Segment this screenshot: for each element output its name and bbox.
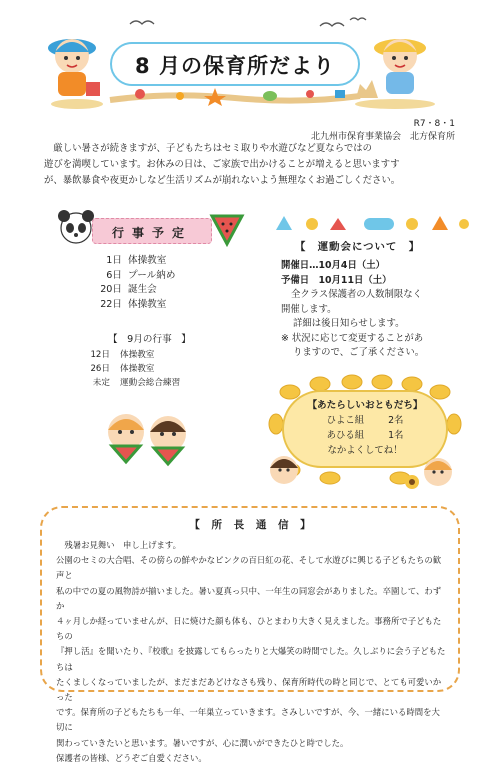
event-name: 運動会総合練習 <box>120 378 181 388</box>
director-message-line: 保護者の皆様、どうぞご自愛ください。 <box>56 752 207 763</box>
page-title: 8 月の保育所だより <box>135 54 335 78</box>
event-name: 体操教室 <box>128 298 167 310</box>
intro-paragraph <box>44 141 464 189</box>
list-item <box>78 376 180 390</box>
event-day: 6日 <box>106 269 122 281</box>
sports-day-body-line: 開催します。 <box>281 303 337 315</box>
sports-day-note-line: りますので、ご了承ください。 <box>293 347 425 358</box>
kids-eating-watermelon-illustration <box>98 404 198 470</box>
director-message-box <box>40 506 460 763</box>
event-day: 26日 <box>90 364 110 374</box>
class-name: ひよこ組 <box>326 415 365 426</box>
director-message-body <box>56 538 448 766</box>
august-events-list <box>86 254 176 312</box>
director-message-line: たくましくなっていましたが、まだまだあどけなさも残り、保育所時代の時と同じで、とても可愛いかった <box>56 676 442 703</box>
event-name: 誕生会 <box>128 284 157 295</box>
event-name: 体操教室 <box>128 255 167 266</box>
event-day: 未定 <box>92 378 110 388</box>
director-message-title: 【 所 長 通 信 】 <box>189 519 315 531</box>
intro-line: 厳しい暑さが続きますが、子どもたちはセミ取りや水遊びなど夏ならではの <box>44 143 373 154</box>
issue-date: R7・8・1 <box>413 119 455 129</box>
sports-day-body-line: 全クラス保護者の人数制限なく <box>291 289 422 300</box>
list-item <box>86 254 176 269</box>
sports-day-date: 開催日…10月4日（土） <box>281 260 385 271</box>
new-friends-closing: なかよくしてね！ <box>327 445 403 456</box>
event-day: 1日 <box>106 255 122 266</box>
sports-day-heading: 【 運動会について 】 <box>295 241 421 253</box>
event-name: 体操教室 <box>120 364 155 374</box>
new-friends-heading: 【あたらしいおともだち】 <box>307 400 423 411</box>
event-name: 体操教室 <box>120 350 155 360</box>
september-events-list <box>78 348 180 390</box>
list-item <box>78 348 180 362</box>
events-title-box <box>92 218 212 244</box>
kids-with-sunflowers-illustration <box>262 446 462 496</box>
director-message-line: 『押し活』を聞いたり、『校歌』を披露してもらったりと大爆笑の時間でした。久しぶりに会う子どもたちは <box>56 646 446 672</box>
header-banner <box>50 14 420 104</box>
beach-critters-decoration <box>110 82 360 106</box>
intro-line: が、暴飲暴食や夜更かしなど生活リズムが崩れないよう無理なくお過ごしください。 <box>44 175 401 186</box>
event-name: プール納め <box>128 269 176 281</box>
director-message-line: 残暑お見舞い 申し上げます。 <box>56 540 181 550</box>
list-item <box>270 428 460 443</box>
seagull-icons <box>120 14 370 36</box>
director-message-line: 私の中での夏の風物詩が揃いました。暑い夏真っ只中、一年生の同窓会がありました。卒園して、わずか <box>56 585 442 611</box>
list-item <box>270 413 460 428</box>
september-events-heading: 【 9月の行事 】 <box>108 334 191 345</box>
director-message-line: 関わっていきたいと思います。暑いですが、心に潤いができたひと時でした。 <box>56 737 349 748</box>
director-message-line: ４ヶ月しか経っていませんが、日に焼けた顔も体も、ひとまわり大きく見えました。事務所で子どもたちの <box>56 616 442 642</box>
list-item <box>78 362 180 376</box>
event-day: 12日 <box>90 350 110 360</box>
new-child-count: 1名 <box>388 430 404 441</box>
organization-name: 北九州市保育事業協会 北方保育所 <box>310 132 455 142</box>
list-item <box>86 283 176 298</box>
event-day: 20日 <box>100 284 122 295</box>
child-with-bucket-illustration <box>42 28 112 112</box>
child-with-sandcastle-illustration <box>350 28 440 112</box>
director-message-line: 公園のセミの大合唱、その傍らの鮮やかなピンクの百日紅の花、そして水遊びに興じる子どもたちの歓声と <box>56 555 442 581</box>
intro-line: 遊びを満喫しています。お休みの日は、ご家族で出かけることが増えると思いますす <box>44 159 400 170</box>
events-title: 行事予定 <box>111 226 192 240</box>
sports-day-reserve-date: 予備日 10月11日（土） <box>281 274 392 286</box>
director-message-line: です。保育所の子どもたちも一年、一年巣立っていきます。さみしいですが、今、一緒にいる時間を大切に <box>56 707 440 733</box>
sports-day-decoration <box>272 210 472 236</box>
watermelon-bunting-decoration <box>210 212 244 248</box>
event-day: 22日 <box>100 298 122 310</box>
sports-day-body-line: 詳細は後日知らせします。 <box>293 318 405 329</box>
list-item <box>86 298 176 313</box>
class-name: あひる組 <box>326 430 365 441</box>
sports-day-details <box>281 259 461 361</box>
sports-day-note-line: ※ 状況に応じて変更することがあ <box>281 332 424 344</box>
new-child-count: 2名 <box>388 415 404 426</box>
list-item <box>86 269 176 284</box>
